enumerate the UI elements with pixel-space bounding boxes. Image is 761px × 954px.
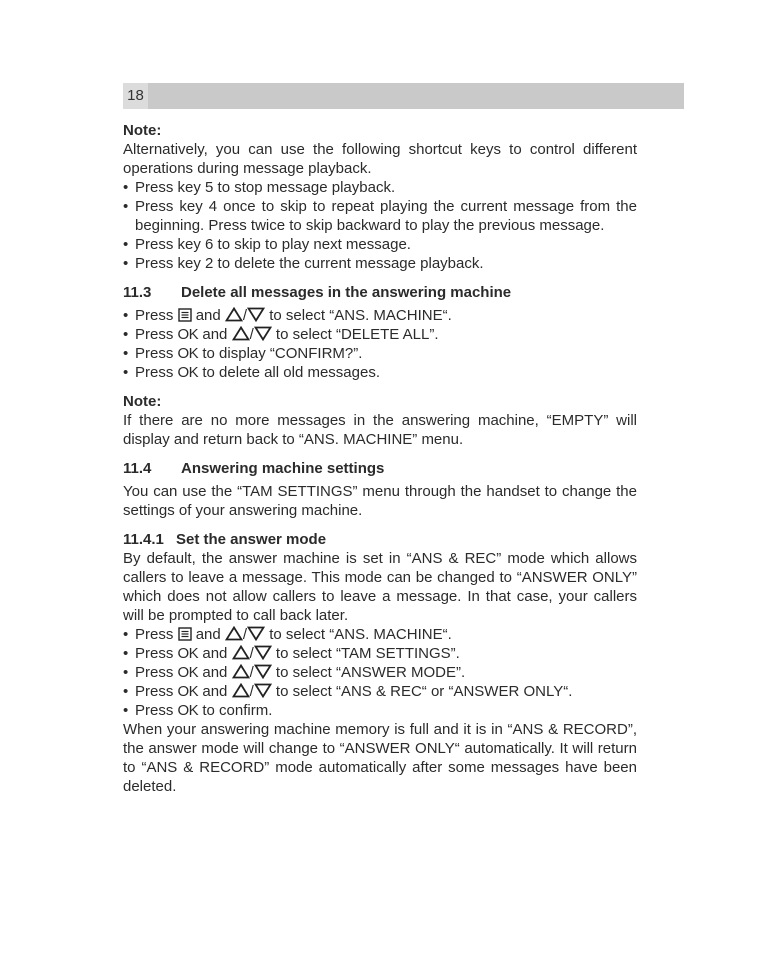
list-item: • Press key 4 once to skip to repeat playing the current message from the beginning. Press twice to skip backward to play the previous message. xyxy=(123,197,637,235)
step-text: to select “ANS. MACHINE“. xyxy=(269,307,452,324)
step-text: to select “ANS. MACHINE“. xyxy=(269,626,452,643)
step-text: Press xyxy=(135,326,174,343)
up-down-arrow-icons: / xyxy=(232,645,272,662)
step-item xyxy=(123,644,637,663)
step-item xyxy=(123,701,637,720)
ok-key-icon: OK xyxy=(177,645,199,662)
shortcut-key-list xyxy=(123,178,637,273)
section-title: Answering machine settings xyxy=(181,460,385,477)
ok-key-icon: OK xyxy=(177,664,199,681)
step-text: Press xyxy=(135,345,174,362)
up-down-arrow-icons: / xyxy=(232,683,272,700)
menu-key-icon xyxy=(178,627,192,641)
ok-key-icon: OK xyxy=(177,683,199,700)
up-arrow-icon xyxy=(232,326,250,341)
section-number: 11.3 xyxy=(123,284,152,301)
step-item xyxy=(123,682,637,701)
section-number: 11.4 xyxy=(123,460,152,477)
step-text: to select “ANS & REC“ or “ANSWER ONLY“. xyxy=(275,683,573,700)
section-text: You can use the “TAM SETTINGS” menu through the handset to change the settings of your answering machine. xyxy=(123,483,637,519)
page-content xyxy=(123,121,637,796)
step-text: to confirm. xyxy=(202,702,273,719)
section-text: By default, the answer machine is set in “ANS & REC” mode which allows callers to leave a message. This mode can be changed to “ANSWER ONLY” which does not allow callers to leave a message. In that case, your callers will be prompted to call back later. xyxy=(123,550,637,624)
step-item xyxy=(123,625,637,644)
step-text: and xyxy=(202,683,228,700)
step-text: Press xyxy=(135,307,174,324)
ok-key-icon: OK xyxy=(177,702,199,719)
section-title: Delete all messages in the answering machine xyxy=(181,284,512,301)
step-text: Press xyxy=(135,683,174,700)
ok-key-icon: OK xyxy=(177,345,199,362)
down-arrow-icon xyxy=(254,326,272,341)
step-text: Press xyxy=(135,626,174,643)
section-heading-11-4-1 xyxy=(123,530,637,549)
down-arrow-icon xyxy=(247,626,265,641)
list-item: • Press key 6 to skip to play next message. xyxy=(123,235,637,254)
step-text: and xyxy=(195,307,221,324)
step-text: Press xyxy=(135,702,174,719)
section-title: Set the answer mode xyxy=(176,531,327,548)
down-arrow-icon xyxy=(254,645,272,660)
page-header-bar xyxy=(123,83,684,109)
menu-key-icon xyxy=(178,308,192,322)
up-arrow-icon xyxy=(225,307,243,322)
step-text: Press xyxy=(135,364,174,381)
section-heading-11-3 xyxy=(123,283,637,302)
list-item: • Press key 5 to stop message playback. xyxy=(123,178,637,197)
up-down-arrow-icons: / xyxy=(232,326,272,343)
up-arrow-icon xyxy=(225,626,243,641)
ok-key-icon: OK xyxy=(177,364,199,381)
step-text: to display “CONFIRM?”. xyxy=(202,345,363,362)
step-text: and xyxy=(202,645,228,662)
step-text: and xyxy=(202,664,228,681)
section-number: 11.4.1 xyxy=(123,531,164,548)
up-down-arrow-icons: / xyxy=(225,307,265,324)
note-text: Alternatively, you can use the following shortcut keys to control different operations during message playback. xyxy=(123,141,637,177)
up-arrow-icon xyxy=(232,645,250,660)
step-text: to select “DELETE ALL”. xyxy=(275,326,439,343)
step-item xyxy=(123,363,637,382)
step-text: to delete all old messages. xyxy=(202,364,380,381)
ok-key-icon: OK xyxy=(177,326,199,343)
down-arrow-icon xyxy=(254,683,272,698)
up-down-arrow-icons: / xyxy=(232,664,272,681)
note-text: If there are no more messages in the answering machine, “EMPTY” will display and return back to “ANS. MACHINE” menu. xyxy=(123,412,637,448)
note-title: Note: xyxy=(123,393,162,410)
step-item xyxy=(123,344,637,363)
down-arrow-icon xyxy=(247,307,265,322)
step-list xyxy=(123,625,637,720)
step-item xyxy=(123,663,637,682)
step-text: to select “ANSWER MODE”. xyxy=(275,664,466,681)
step-text: Press xyxy=(135,664,174,681)
page-number: 18 xyxy=(123,83,148,109)
up-arrow-icon xyxy=(232,683,250,698)
down-arrow-icon xyxy=(254,664,272,679)
up-down-arrow-icons: / xyxy=(225,626,265,643)
list-item: • Press key 2 to delete the current message playback. xyxy=(123,254,637,273)
up-arrow-icon xyxy=(232,664,250,679)
step-item xyxy=(123,306,637,325)
step-text: to select “TAM SETTINGS”. xyxy=(275,645,460,662)
step-text: Press xyxy=(135,645,174,662)
step-list xyxy=(123,306,637,382)
closing-text: When your answering machine memory is full and it is in “ANS & RECORD”, the answer mode will change to “ANSWER ONLY“ automatically. It will return to “ANS & RECORD” mode automatically after some messages have been deleted. xyxy=(123,721,637,795)
step-text: and xyxy=(202,326,228,343)
step-item xyxy=(123,325,637,344)
note-title: Note: xyxy=(123,122,162,139)
section-heading-11-4 xyxy=(123,459,637,478)
step-text: and xyxy=(195,626,221,643)
